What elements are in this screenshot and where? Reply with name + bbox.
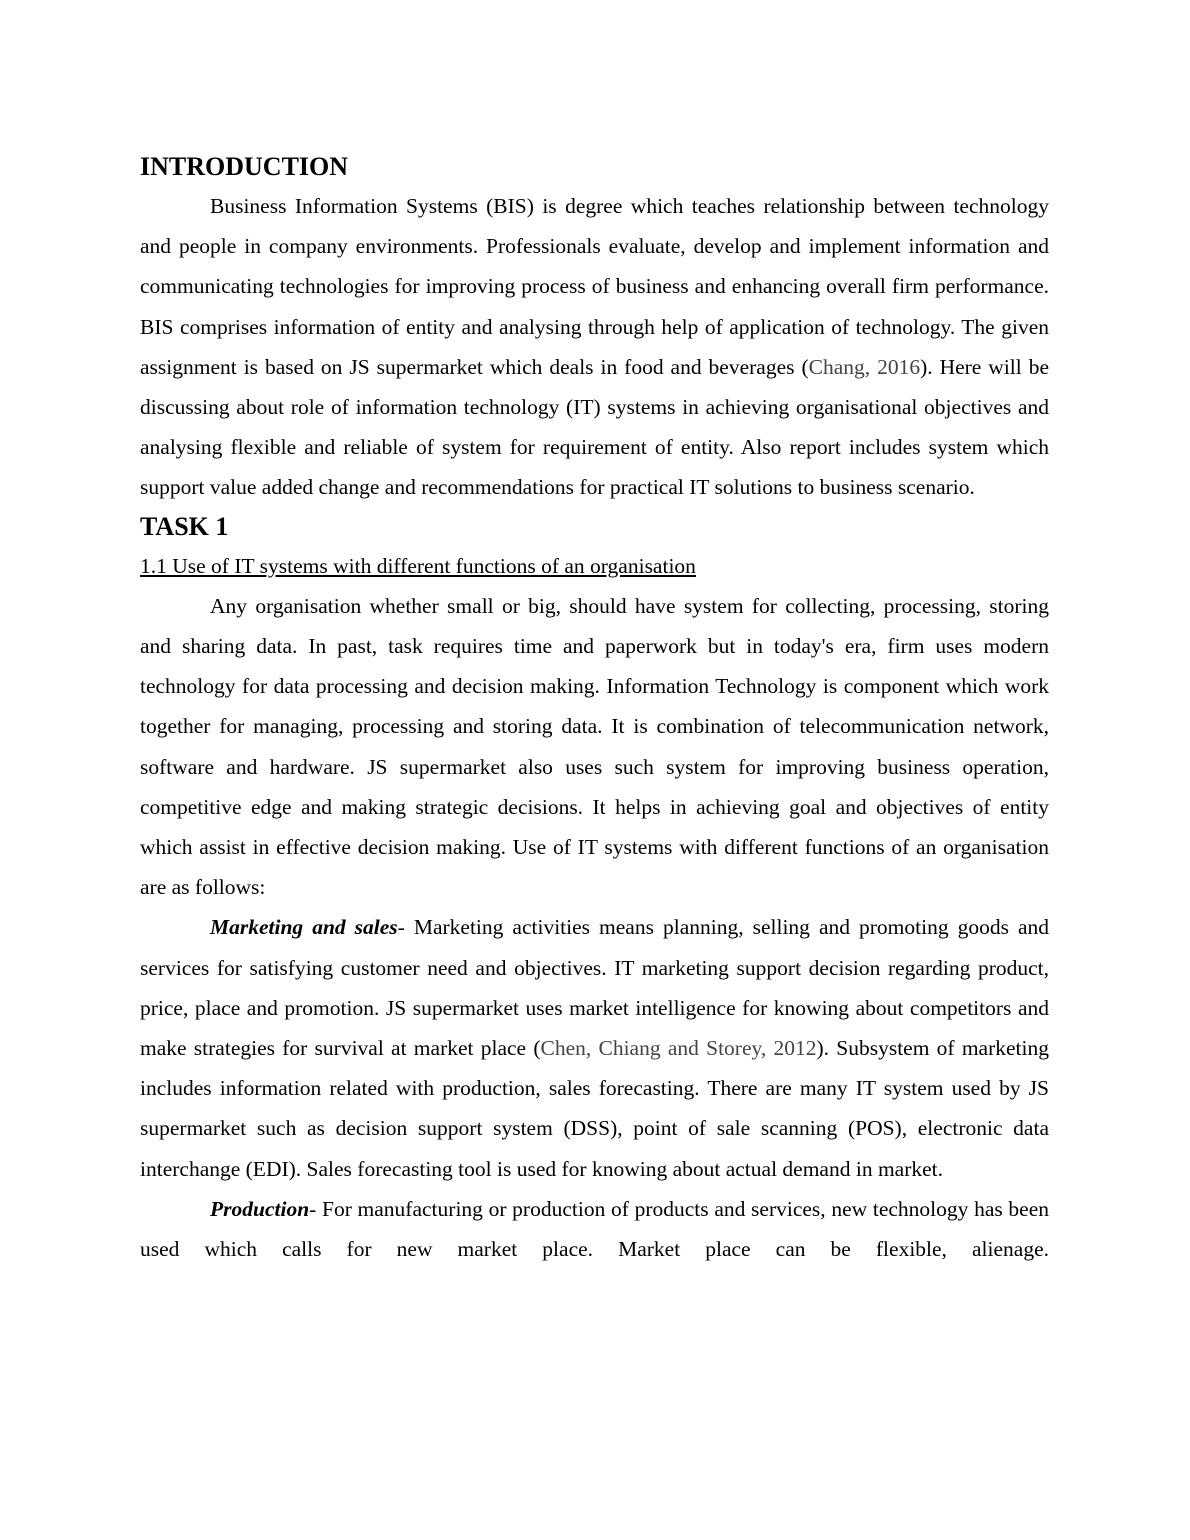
citation-chen-chiang-storey-2012: Chen, Chiang and Storey, 2012 bbox=[540, 1036, 817, 1061]
marketing-text-a: - Marketing activities means planning, selling and promoting goods and services for satisfying customer need and objectives. IT marketing support decision regarding product, price, place and promotion. JS supermarket uses market intelligence for knowing about competitors and make strategies for survival at market place ( bbox=[140, 915, 1050, 1061]
section-1-1-subheading: 1.1 Use of IT systems with different functions of an organisation bbox=[140, 553, 696, 578]
marketing-text-b: ). Subsystem of marketing includes information related with production, sales forecasting. There are many IT system used by JS supermarket such as decision support system (DSS), point of sale scanning (POS), electronic data interchange (EDI). Sales forecasting tool is used for knowing about actual demand in market. bbox=[140, 1036, 1049, 1181]
introduction-paragraph bbox=[140, 186, 1049, 508]
task1-paragraph: Any organisation whether small or big, should have system for collecting, processing, storing and sharing data. In past, task requires time and paperwork but in today's era, firm uses modern technology for data processing and decision making. Information Technology is component which work together for managing, processing and storing data. It is combination of telecommunication network, software and hardware. JS supermarket also uses such system for improving business operation, competitive edge and making strategic decisions. It helps in achieving goal and objectives of entity which assist in effective decision making. Use of IT systems with different functions of an organisation are as follows: bbox=[140, 593, 1049, 900]
introduction-heading: INTRODUCTION bbox=[140, 152, 349, 181]
task1-heading: TASK 1 bbox=[140, 511, 229, 541]
document-page bbox=[140, 148, 1049, 1269]
production-term: Production bbox=[210, 1196, 310, 1221]
marketing-term: Marketing and sales bbox=[210, 915, 398, 940]
intro-text-b: ). Here will be discussing about role of information technology (IT) systems in achieving organisational objectives and analysing flexible and reliable of system for requirement of entity. Also report includes system which support value added change and recommendations for practical IT solutions to business scenario. bbox=[140, 354, 1049, 500]
citation-chang-2016: Chang, 2016 bbox=[808, 354, 921, 379]
marketing-paragraph bbox=[140, 907, 1049, 1188]
intro-text-a: Business Information Systems (BIS) is degree which teaches relationship between technology and people in company environments. Professionals evaluate, develop and implement information and communicating technologies for improving process of business and enhancing overall firm performance. BIS comprises information of entity and analysing through help of application of technology. The given assignment is based on JS supermarket which deals in food and beverages ( bbox=[140, 194, 1049, 379]
production-paragraph bbox=[140, 1189, 1049, 1269]
production-text-a: - For manufacturing or production of products and services, new technology has been used which calls for new market place. Market place can be flexible, alienage. bbox=[140, 1196, 1049, 1262]
